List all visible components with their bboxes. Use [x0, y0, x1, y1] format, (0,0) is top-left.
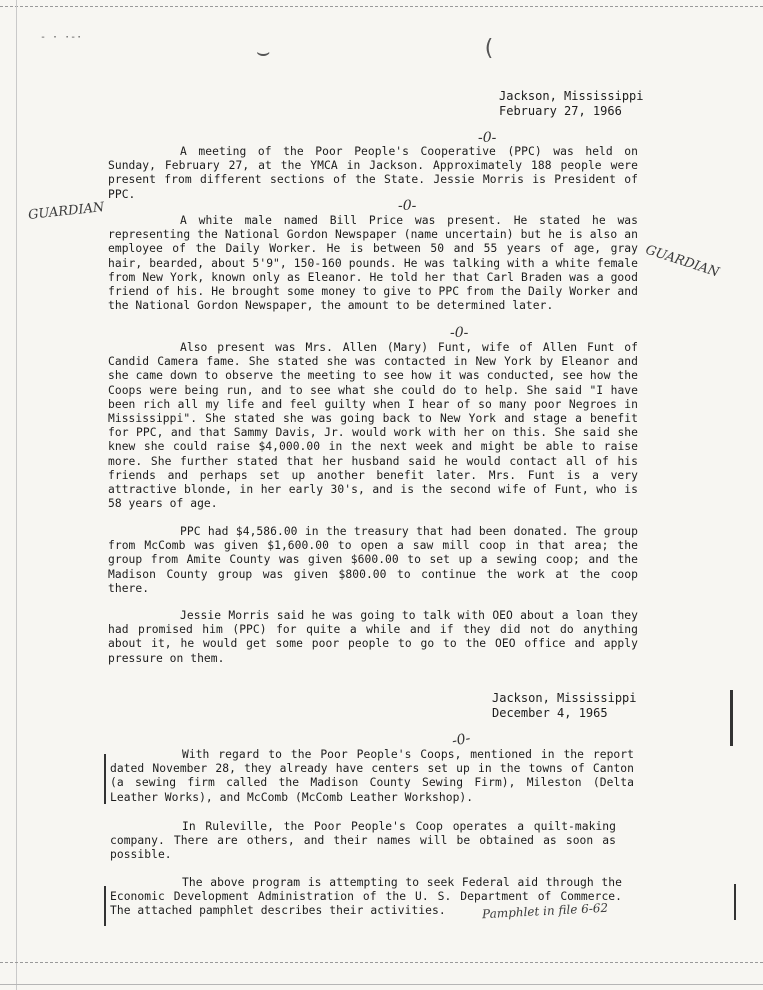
handwritten-mark: -0-	[450, 730, 472, 750]
dateline-date-2: December 4, 1965	[492, 706, 608, 720]
punch-hole-mark: ⌣	[256, 40, 271, 65]
bottom-page-edge	[0, 984, 763, 985]
right-margin-mark	[730, 690, 733, 746]
bottom-scan-edge	[0, 962, 763, 963]
punch-hole-mark: (	[482, 36, 496, 61]
dateline-date: February 27, 1966	[499, 104, 622, 118]
paragraph-ruleville	[110, 820, 616, 863]
margin-bracket	[104, 886, 106, 926]
paragraph-text: The above program is attempting to seek Federal aid through the Economic Development Administration of the U. S. Department of Commerce. The attached pamphlet describes their activities.	[110, 876, 622, 918]
paragraph-text: A meeting of the Poor People's Cooperative (PPC) was held on Sunday, February 27, at the YMCA in Jackson. Approximately 188 people were present from different sections of the State. Jessie Morris is President of PPC.	[108, 145, 638, 201]
top-scan-edge	[0, 6, 763, 7]
paragraph-text: A white male named Bill Price was present. He stated he was representing the National Gordon Newspaper (name uncertain) but he is also an employee of the Daily Worker. He is between 50 and 55 years of age, gray hair, bearded, about 5'9", 150-160 pounds. He was talking with a white female from New York, known only as Eleanor. He told her that Carl Braden was a good friend of his. He brought some money to give to PPC from the Daily Worker and the National Gordon Newspaper, the amount to be determined later.	[108, 214, 638, 313]
right-margin-mark	[734, 884, 736, 920]
dateline-city-2: Jackson, Mississippi	[492, 691, 637, 705]
paragraph-coops-centers	[110, 748, 634, 805]
paragraph-text: PPC had $4,586.00 in the treasury that had been donated. The group from McComb was given $1,600.00 to open a saw mill coop in that area; the group from Amite County was given $600.00 to set up a sewing coop; and the Madison County group was given $800.00 to continue the work at the coop there.	[108, 525, 638, 595]
handwritten-mark: -0-	[450, 325, 469, 341]
paragraph-meeting	[108, 145, 638, 202]
scan-speck: - · ·-·	[40, 32, 83, 43]
paragraph-text: In Ruleville, the Poor People's Coop operates a quilt-making company. There are others, and their names will be obtained as soon as possible.	[110, 820, 616, 862]
handwritten-pamphlet-note: Pamphlet in file 6-62	[481, 900, 609, 922]
handwritten-guardian-left: GUARDIAN	[27, 200, 106, 223]
margin-bracket	[104, 754, 106, 804]
handwritten-mark: -0-	[478, 130, 497, 146]
paragraph-bill-price	[108, 214, 638, 313]
paragraph-text: Also present was Mrs. Allen (Mary) Funt, wife of Allen Funt of Candid Camera fame. She stated she was contacted in New York by Eleanor and she came down to observe the meeting to see how it was conducted, see how the Coops were being run, and to see what she could do to help. She said "I have been rich all my life and feel guilty when I hear of so many poor Negroes in Mississippi". She stated she was going back to New York and stage a benefit for PPC, and that Sammy Davis, Jr. would work with her on this. She said she knew she could raise $4,000.00 in the next week and might be able to raise more. She further stated that her husband said he would contact all of his friends and perhaps set up another benefit later. Mrs. Funt is a very attractive blonde, in her early 30's, and is the second wife of Funt, who is 58 years of age.	[108, 341, 638, 511]
paragraph-text: With regard to the Poor People's Coops, mentioned in the report dated November 28, they already have centers set up in the towns of Canton (a sewing firm called the Madison County Sewing Firm), Mileston (Delta Leather Works), and McComb (McComb Leather Workshop).	[110, 748, 634, 804]
handwritten-guardian-right: GUARDIAN	[643, 242, 721, 281]
paragraph-oeo	[108, 609, 638, 666]
dateline-city: Jackson, Mississippi	[499, 89, 644, 103]
paragraph-text: Jessie Morris said he was going to talk with OEO about a loan they had promised him (PPC) for quite a while and if they did not do anything about it, he would get some poor people to go to the OEO office and apply pressure on them.	[108, 609, 638, 665]
paragraph-mary-funt	[108, 341, 638, 511]
paragraph-treasury	[108, 525, 638, 596]
left-margin-rule	[16, 0, 17, 990]
handwritten-mark: -0-	[398, 198, 417, 214]
